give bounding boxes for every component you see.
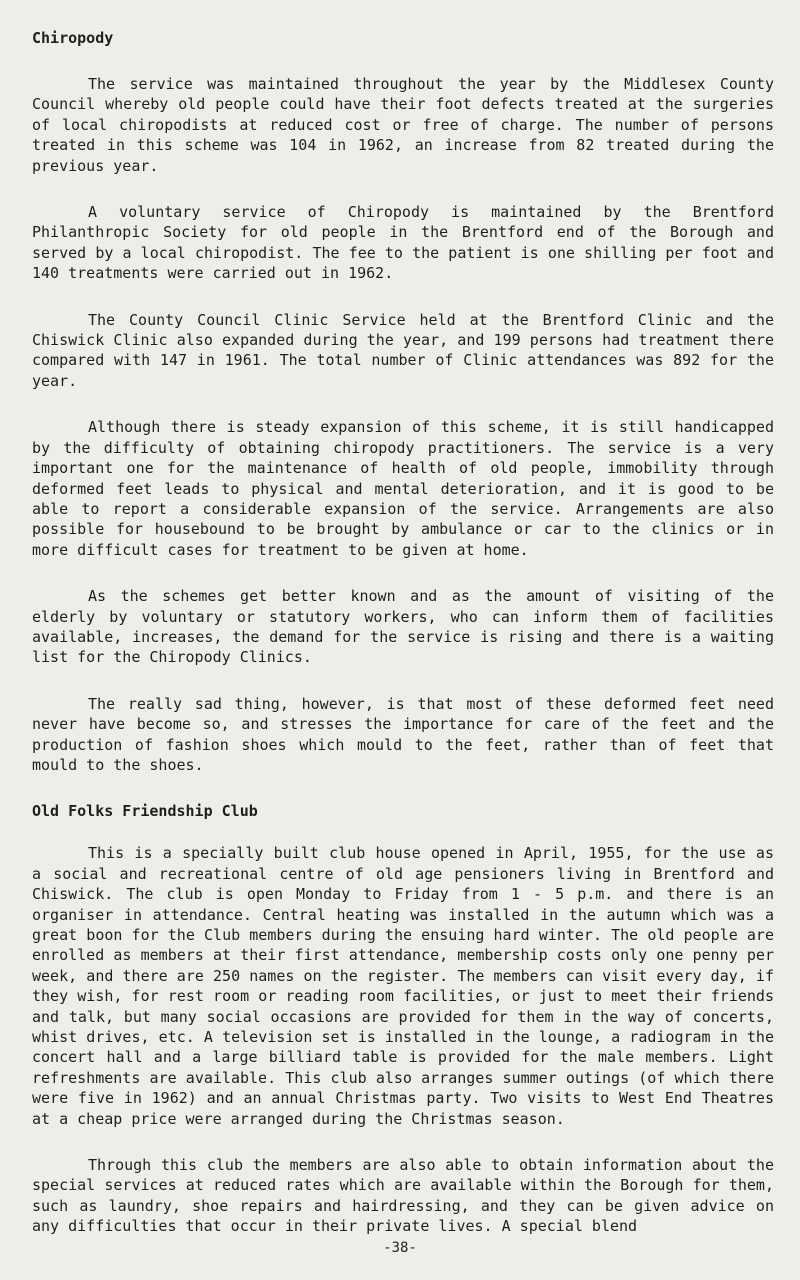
section-old-folks-friendship-club bbox=[32, 801, 774, 1236]
section-chiropody bbox=[32, 28, 774, 775]
paragraph: As the schemes get better known and as the amount of visiting of the elderly by voluntary or statutory workers, who can inform them of facilities available, increases, the demand for the service is rising and there is a waiting list for the Chiropody Clinics. bbox=[32, 587, 774, 667]
page-number: -38- bbox=[383, 1240, 417, 1256]
paragraph: The service was maintained throughout the year by the Middlesex County Council whereby old people could have their foot defects treated at the surgeries of local chiropodists at reduced cost or free of charge. The number of persons treated in this scheme was 104 in 1962, an increase from 82 treated during the previous year. bbox=[32, 75, 774, 175]
paragraph: The County Council Clinic Service held at the Brentford Clinic and the Chiswick Clinic also expanded during the year, and 199 persons had treatment there compared with 147 in 1961. The total number of Clinic attendances was 892 for the year. bbox=[32, 310, 774, 390]
section-heading: Chiropody bbox=[32, 29, 114, 47]
paragraph: This is a specially built club house opened in April, 1955, for the use as a social and recreational centre of old age pensioners living in Brentford and Chiswick. The club is open Monday to Friday from 1 - 5 p.m. and there is an organiser in attendance. Central heating was installed in the autumn which was a great boon for the Club members during the ensuing hard winter. The old people are enrolled as members at their first attendance, membership costs only one penny per week, and there are 250 names on the register. The members can visit every day, if they wish, for rest room or reading room facilities, or just to meet their friends and talk, but many social occasions are provided for them in the way of concerts, whist drives, etc. A television set is installed in the lounge, a radiogram in the concert hall and a large billiard table is provided for the male members. Light refreshments are available. This club also arranges summer outings (of which there were five in 1962) and an annual Christmas party. Two visits to West End Theatres at a cheap price were arranged during the Christmas season. bbox=[32, 844, 774, 1128]
section-heading: Old Folks Friendship Club bbox=[32, 802, 258, 821]
paragraph: Through this club the members are also able to obtain information about the special services at reduced rates which are available within the Borough for them, such as laundry, shoe repairs and hairdressing, and they can be given advice on any difficulties that occur in their private lives. A special blend bbox=[32, 1156, 774, 1236]
paragraph: Although there is steady expansion of this scheme, it is still handicapped by the difficulty of obtaining chiropody practitioners. The service is a very important one for the maintenance of health of old people, immobility through deformed feet leads to physical and mental deterioration, and it is good to be able to report a considerable expansion of the service. Arrangements are also possible for housebound to be brought by ambulance or car to the clinics or in more difficult cases for treatment to be given at home. bbox=[32, 418, 774, 559]
paragraph: The really sad thing, however, is that most of these deformed feet need never have become so, and stresses the importance for care of the feet and the production of fashion shoes which mould to the feet, rather than of feet that mould to the shoes. bbox=[32, 694, 774, 774]
document-page bbox=[32, 28, 774, 1263]
paragraph: A voluntary service of Chiropody is maintained by the Brentford Philanthropic Society for old people in the Brentford end of the Borough and served by a local chiropodist. The fee to the patient is one shilling per foot and 140 treatments were carried out in 1962. bbox=[32, 203, 774, 283]
